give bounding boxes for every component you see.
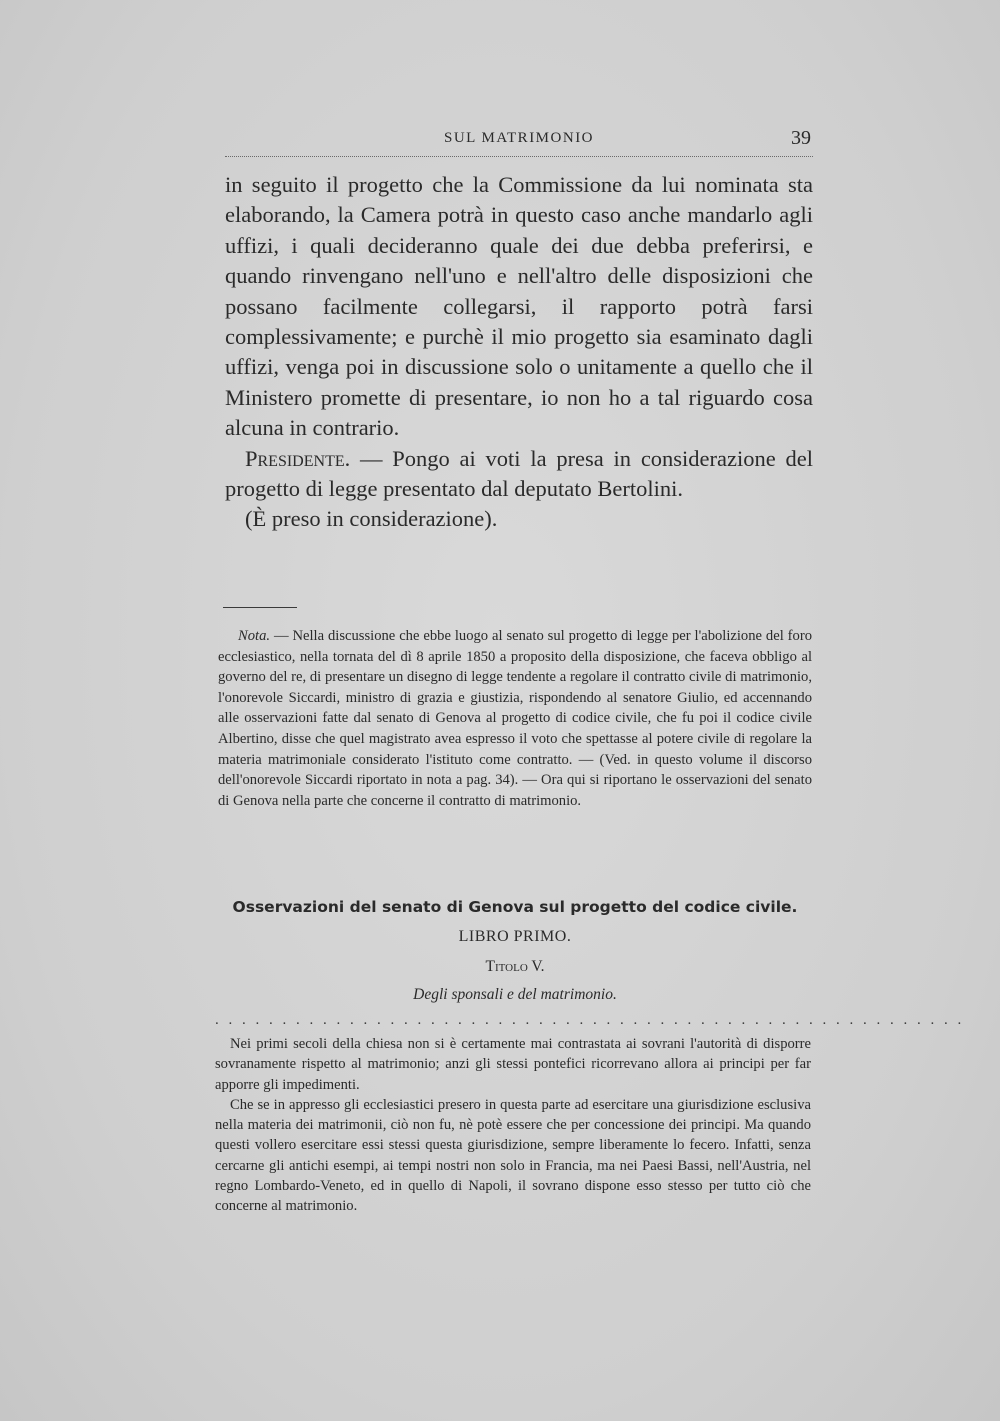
ellipsis-line: . . . . . . . . . . . . . . . . . . . . . . . . . . . . . . . . . . . . . . . . . . . . . . . . . . . . . . . .: [215, 1012, 965, 1028]
quote-paragraph-1: Nei primi secoli della chiesa non si è certamente mai contrastata ai sovrani l'autorità di disporre sovranamente rispetto al matrimonio; anzi gli stessi pontefici ricorrevano allora ai principi per far apporre gli impedimenti.: [215, 1036, 811, 1093]
footnote: [218, 626, 812, 811]
main-paragraph-2: [225, 444, 813, 505]
main-paragraph-3: (È preso in considerazione).: [245, 506, 498, 532]
footnote-divider: [223, 607, 297, 608]
running-title: SUL MATRIMONIO: [443, 130, 595, 146]
footnote-paragraph: [218, 626, 812, 811]
page-number: 39: [791, 127, 811, 149]
footnote-text: — Nella discussione che ebbe luogo al senato sul progetto di legge per l'abolizione del foro ecclesiastico, nella tornata del dì 8 aprile 1850 a proposito della disposizione, che faceva obbligo al governo del re, di presentare un disegno di legge tendente a regolare il contratto civile di matrimonio, l'onorevole Siccardi, ministro di grazia e giustizia, rispondendo al senatore Giulio, ed accennando alle osservazioni fatte dal senato di Genova al progetto di codice civile, che fu poi il codice civile Albertino, disse che quel magistrato avea espresso il voto che spettasse al potere civile di regolare la materia matrimoniale considerato l'istituto come contratto. — (Ved. in questo volume il discorso dell'onorevole Siccardi riportato in nota a pag. 34). — Ora qui si riportano le osservazioni del senato di Genova nella parte che concerne il contratto di matrimonio.: [218, 628, 812, 809]
speaker-text: — Pongo ai voti la presa in considerazione del progetto di legge presentato dal deputato Bertolini.: [225, 445, 813, 502]
title-heading: Titolo V.: [485, 958, 545, 975]
main-text: [225, 170, 813, 535]
speaker-label: Presidente.: [245, 445, 351, 471]
subtitle-heading: Degli sponsali e del matrimonio.: [413, 986, 617, 1003]
book-heading: LIBRO PRIMO.: [458, 928, 572, 945]
quote-paragraph-2: Che se in appresso gli ecclesiastici presero in questa parte ad esercitare una giurisdizione esclusiva nella materia dei matrimonii, ciò non fu, nè potè essere che per concessione dei principi. Ma quando questi vollero esercitare essi stessi questa giurisdizione, sempre liberamente lo fecero. Infatti, senza cercarne gli antichi esempi, ai tempi nostri non solo in Francia, ma nei Paesi Bassi, nell'Austria, nel regno Lombardo-Veneto, ed in quello di Napoli, il sovrano dispone esso stesso per tutto ciò che concerne al matrimonio.: [215, 1096, 811, 1215]
section-heading: Osservazioni del senato di Genova sul progetto del codice civile.: [232, 898, 798, 916]
quoted-observations: [215, 1034, 811, 1217]
main-paragraph-1: in seguito il progetto che la Commissione da lui nominata sta elaborando, la Camera potrà in questo caso anche mandarlo agli uffizi, i quali decideranno quale dei due debba preferirsi, e quando rinvengano nell'uno e nell'altro delle disposizioni che possano facilmente collegarsi, il rapporto potrà farsi complessivamente; e purchè il mio progetto sia esaminato dagli uffizi, venga poi in discussione solo o unitamente a quello che il Ministero promette di presentare, io non ho a tal riguardo cosa alcuna in contrario.: [225, 172, 813, 441]
page-header: [225, 126, 813, 157]
footnote-label: Nota.: [238, 628, 271, 644]
